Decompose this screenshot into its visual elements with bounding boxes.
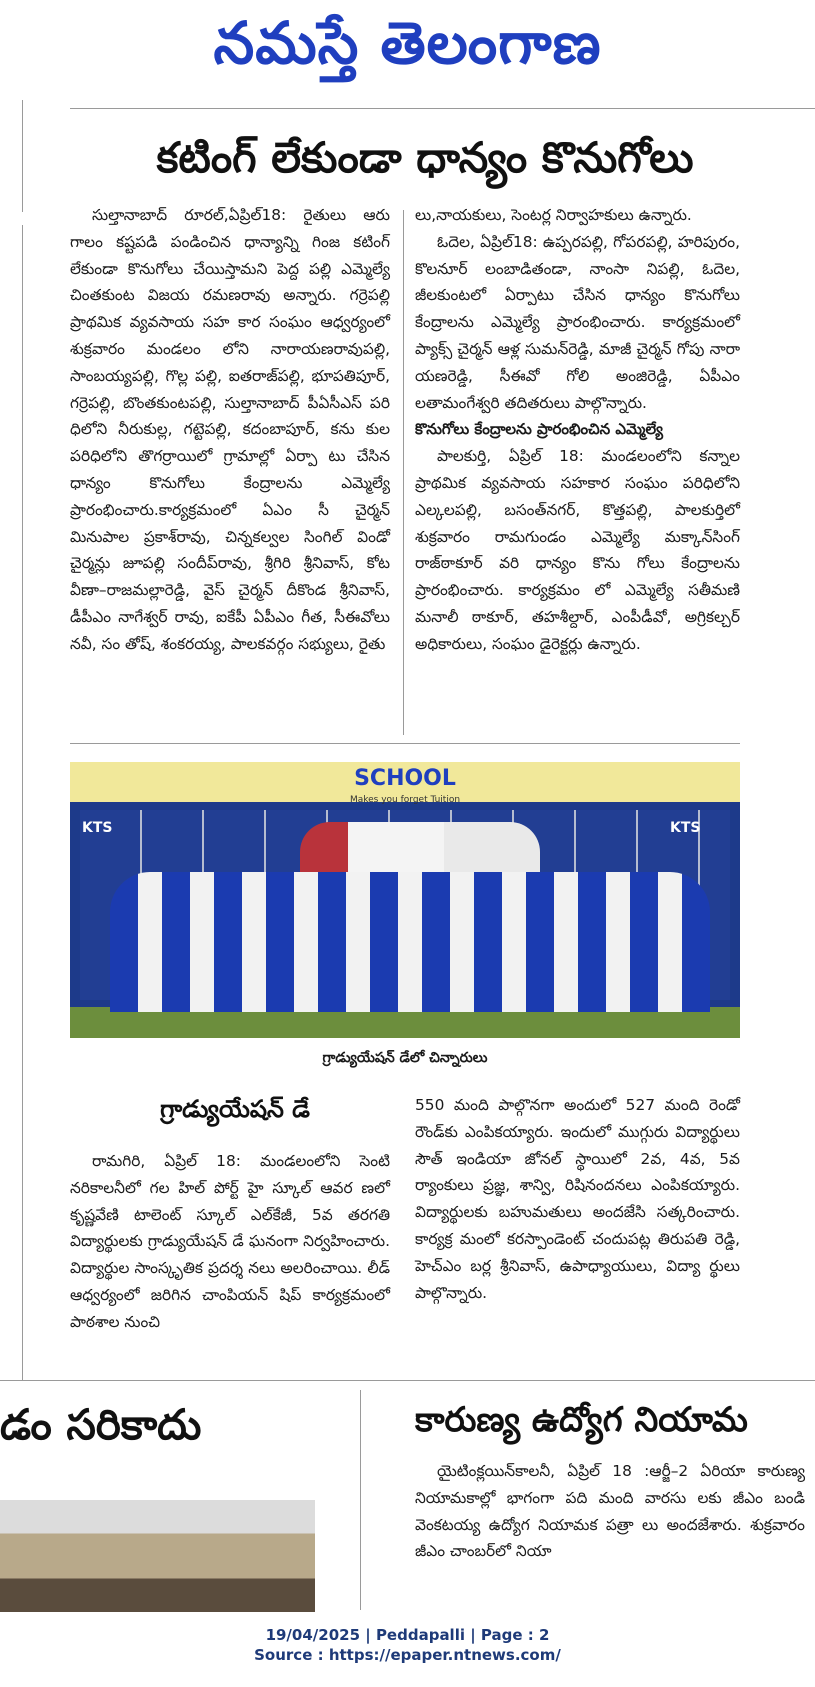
- article2-right-paragraph: 550 మంది పాల్గొనగా అందులో 527 మంది రెండో రౌండ్‌కు ఎంపికయ్యారు. ఇందులో ముగ్గురు విద్యార్థులు సౌత్ ఇండియా జోనల్ స్థాయిలో 2వ, 4వ, 5వ ర్యాంకులు ప్రజ్ఞ, శాన్వి, రిషినందనలు ఎంపికయ్యారు. విద్యార్థులకు బహుమతులు అందజేసి సత్కరించారు. కార్యక్ర మంలో కరస్పాండెంట్ చందుపట్ల తిరుపతి రెడ్డి, హెచ్‌ఎం బర్ల శ్రీనివాస్, ఉపాధ్యాయులు, విద్యా ర్థులు పాల్గొన్నారు.: [415, 1096, 740, 1302]
- article1-right-paragraph: లు,నాయకులు, సెంటర్ల నిర్వాహకులు ఉన్నారు.: [415, 206, 692, 224]
- fragment-right-column: [415, 1458, 805, 1565]
- article1-subhead: కొనుగోలు కేంద్రాలను ప్రారంభించిన ఎమ్మెల్యే: [415, 420, 663, 439]
- bottom-column-divider: [360, 1390, 361, 1610]
- fragment-right-paragraph: యైటింక్లయిన్‌కాలనీ, ఏప్రిల్ 18 :ఆర్జీ–2 ఏరియా కారుణ్య నియామకాల్లో భాగంగా పది మంది వారసు లకు జీఎం బండి వెంకటయ్య ఉద్యోగ నియామక పత్రా లు అందజేశారు. శుక్రవారం జీఎం చాంబర్‌లో నియా: [415, 1462, 805, 1561]
- photo-caption: గ్రాడ్యుయేషన్ డేలో చిన్నారులు: [322, 1050, 488, 1066]
- footer-source-line: Source : https://epaper.ntnews.com/: [254, 1646, 561, 1664]
- kts-logo: KTS: [82, 820, 113, 836]
- photo-banner-text: SCHOOL: [354, 766, 456, 791]
- article2-left-column: [70, 1148, 390, 1336]
- top-rule: [70, 108, 815, 109]
- article1-right-column: [415, 202, 740, 658]
- photo-banner: [70, 762, 740, 805]
- article1-right-paragraph: పాలకుర్తి, ఏప్రిల్ 18: మండలంలోని కన్నాల ప్రాథమిక వ్యవసాయ సహకార సంఘం పరిధిలోని ఎల్కలపల్లి, బసంత్‌నగర్, కొత్తపల్లి, పాలకుర్తిలో శుక్రవారం రామగుండం ఎమ్మెల్యే మక్కాన్‌సింగ్ రాజ్‌ఠాకూర్ వరి ధాన్యం కొను గోలు కేంద్రాలను ప్రారంభించారు. కార్యక్రమం లో ఎమ్మెల్యే సతీమణి మనాలీ ఠాకూర్, తహశీల్దార్, ఎంపీడీవో, అగ్రికల్చర్ అధికారులు, సంఘం డైరెక్టర్లు ఉన్నారు.: [415, 447, 740, 653]
- article2-title: గ్రాడ్యుయేషన్ డే: [160, 1095, 310, 1123]
- photo-banner-subtext: Makes you forget Tuition: [349, 795, 461, 805]
- footer-date-line: 19/04/2025 | Peddapalli | Page : 2: [265, 1626, 550, 1644]
- headline: కటింగ్ లేకుండా ధాన్యం కొనుగోలు: [156, 133, 694, 182]
- graduation-photo: [70, 762, 740, 1038]
- children-group: [110, 872, 710, 1012]
- page-footer: [0, 1625, 815, 1665]
- article2-left-paragraph: రామగిరి, ఏప్రిల్ 18: మండలంలోని సెంటి నరికాలనీలో గల హిల్ పోర్ట్ హై స్కూల్ ఆవర ణలో కృష్ణవేణి టాలెంట్ స్కూల్ ఎల్‌కేజీ, 5వ తరగతి విద్యార్థులకు గ్రాడ్యుయేషన్ డే ఘనంగా నిర్వహించారు. విద్యార్థుల సాంస్కృతిక ప్రదర్శ నలు అలరించాయి. లీడ్ ఆధ్వర్యంలో జరిగిన చాంపియన్ షిప్ కార్యక్రమంలో పాఠశాల నుంచి: [70, 1152, 390, 1331]
- fragment-left-photo: [0, 1500, 315, 1612]
- kts-logo: KTS: [670, 820, 701, 836]
- masthead-title: నమస్తే తెలంగాణ: [213, 9, 602, 77]
- article1-right-paragraph: ఓదెల, ఏప్రిల్18: ఉప్పరపల్లి, గోపరపల్లి, హరిపురం, కొలనూర్ లంబాడితండా, నాంసా నిపల్లి, ఓదెల, జీలకుంటలో ఏర్పాటు చేసిన ధాన్యం కొనుగోలు కేంద్రాలను ఎమ్మెల్యే ప్రారంభించారు. కార్యక్రమంలో ప్యాక్స్ చైర్మన్ ఆళ్ల సుమన్‌రెడ్డి, మాజీ చైర్మన్ గోపు నారా యణరెడ్డి, సీఈవో గోలి అంజిరెడ్డి, ఏపీఎం లతామంగేశ్వరి తదితరులు పాల్గొన్నారు.: [415, 232, 740, 412]
- fragment-right-headline: కారుణ్య ఉద్యోగ నియామ: [415, 1400, 748, 1440]
- left-edge-rule: [22, 100, 23, 212]
- left-edge-rule-2: [22, 225, 23, 1380]
- bottom-section-rule: [0, 1380, 815, 1381]
- fragment-left-headline: డం సరికాదు: [0, 1400, 202, 1449]
- column-divider: [403, 210, 404, 735]
- article1-left-column: [70, 202, 390, 658]
- section-rule: [70, 743, 740, 744]
- article1-left-paragraph: సుల్తానాబాద్ రూరల్,ఏప్రిల్18: రైతులు ఆరు గాలం కష్టపడి పండించిన ధాన్యాన్ని గింజ కటింగ్ లేకుండా కొనుగోలు చేయిస్తామని పెద్ద పల్లి ఎమ్మెల్యే చింతకుంట విజయ రమణరావు అన్నారు. గర్రెపల్లి ప్రాథమిక వ్యవసాయ సహ కార సంఘం ఆధ్వర్యంలో శుక్రవారం మండలం లోని నారాయణరావుపల్లి, సాంబయ్యపల్లి, గొల్ల పల్లి, ఐతరాజ్‌పల్లి, భూపతిపూర్, గర్రెపల్లి, బొంతకుంటపల్లి, సుల్తానాబాద్ పీఏసీఎస్ పరి ధిలోని నీరుకుల్ల, గట్టెపల్లి, కదంబాపూర్, కను కుల పరిధిలోని తొగర్రాయిలో గ్రామాల్లో ఏర్పా టు చేసిన ధాన్యం కొనుగోలు కేంద్రాలను ఎమ్మెల్యే ప్రారంభించారు.కార్యక్రమంలో ఏఎం సీ చైర్మన్ మినుపాల ప్రకాశ్‌రావు, చిన్నకల్వల సింగిల్ విండో చైర్మన్లు జూపల్లి సందీప్‌రావు, శ్రీగిరి శ్రీనివాస్, కోట వీణా–రాజమల్లారెడ్డి, వైస్ చైర్మన్ దీకొండ శ్రీనివాస్, డీపీఎం నాగేశ్వర్ రావు, ఐకేపీ ఏపీఎం గీత, సీఈవోలు నవీ, సం తోష్, శంకరయ్య, పాలకవర్గం సభ్యులు, రైతు: [70, 206, 390, 653]
- article2-right-column: [415, 1092, 740, 1306]
